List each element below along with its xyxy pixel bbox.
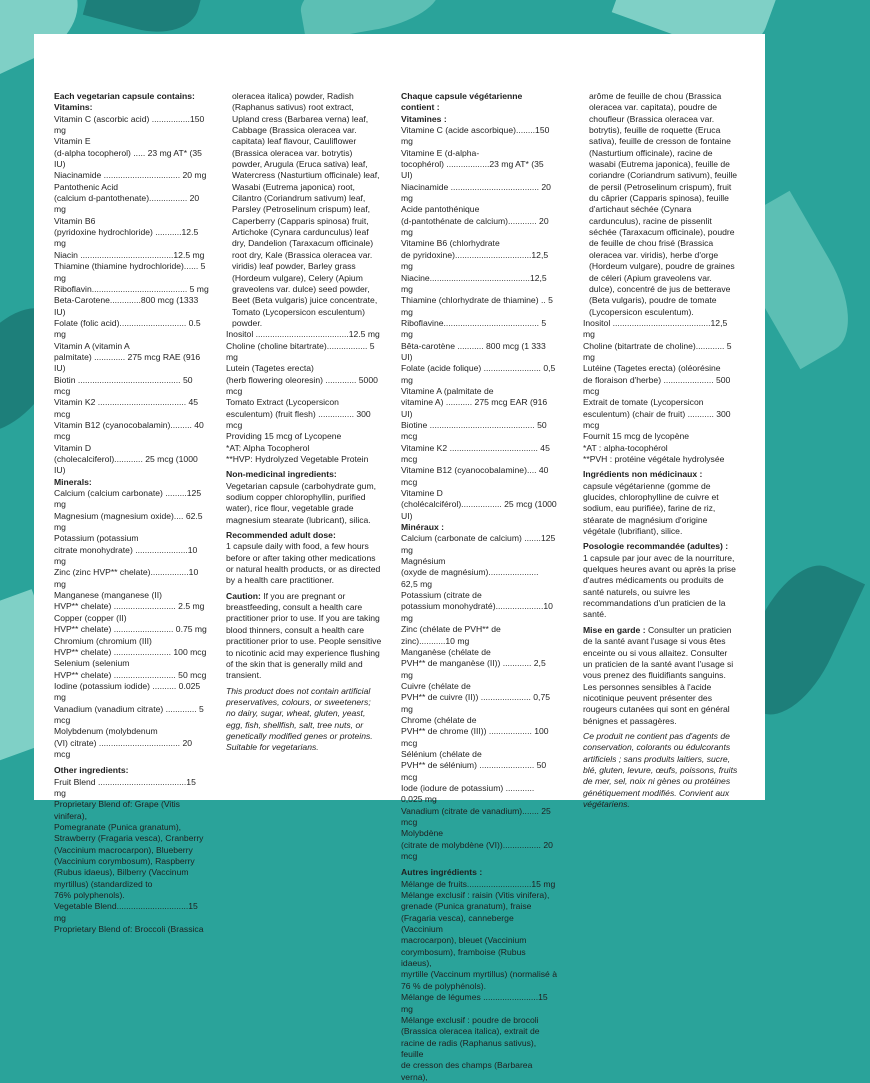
- ingredient-line: macrocarpon), bleuet (Vaccinium: [401, 935, 527, 946]
- french-column-2: [583, 91, 739, 810]
- ingredient-line: Thiamine (chlorhydrate de thiamine) .. 5 mg: [401, 295, 553, 317]
- ingredient-line: Niacin .......................................12.5 mg: [54, 249, 205, 260]
- ingredient-line: Extrait de tomate (Lycopersicon: [583, 397, 704, 408]
- ingredient-line: Chromium (chromium (III): [54, 635, 152, 646]
- french-vitamins-list: [401, 125, 557, 522]
- french-dose-title: Posologie recommandée (adultes) :: [583, 541, 729, 552]
- french-other-continued: arôme de feuille de chou (Brassica oleracea var. capitata), poudre de choufleur (Brassica oleracea var. botrytis), feuille de roquette (Eruca sativa), feuille de cresson de fontaine (Nasturtium officinale), racine de wasabi (Eutrema japonica), feuille de coriandre (Coriandrum sativum), feuille de persil (Petroselinum crispum), fruit du câprier (Capparis spinosa), feuille d'artichaut séchée (Cynara cardunculus), racine de pissenlit séchée (Taraxacum officinale), poudre de feuille de chou frisé (Brassica oleracea var. viridis), herbe d'orge (Hordeum vulgare), poudre de graines de céleri (Apium graveolens var. dulce), concentré de jus de betterave (Beta vulgaris), poudre de tomate (Lycopersicon esculentum).: [589, 91, 738, 317]
- ingredient-line: Iode (iodure de potassium) ............ 0,025 mg: [401, 782, 535, 805]
- ingredient-line: Biotine ............................................ 50 mcg: [401, 419, 547, 442]
- ingredient-line: Vitamine A (palmitate de: [401, 385, 494, 396]
- ingredient-line: (cholécalciférol)................. 25 mcg (1000 UI): [401, 499, 557, 521]
- french-other-title: Autres ingrédients :: [401, 867, 483, 878]
- ingredient-line: Magnésium: [401, 556, 446, 567]
- ingredient-line: Folate (acide folique) ........................ 0,5 mg: [401, 363, 556, 385]
- ingredient-line: Calcium (carbonate de calcium) .......125 mg: [401, 533, 556, 555]
- ingredient-line: Zinc (zinc HVP** chelate)................10 mg: [54, 567, 199, 589]
- ingredient-line: *AT : alpha-tocophérol: [583, 442, 668, 453]
- english-extra-list: [226, 329, 382, 465]
- english-minerals-list: [54, 488, 210, 760]
- ingredient-line: (citrate de molybdène (VI))................ 20 mcg: [401, 839, 553, 862]
- ingredient-line: Biotin ........................................... 50 mcg: [54, 374, 193, 396]
- ingredient-line: esculentum) (fruit flesh) ............... 300 mcg: [226, 408, 371, 430]
- ingredient-line: Selenium (selenium: [54, 658, 130, 669]
- ingredient-line: Tomato Extract (Lycopersicon: [226, 397, 339, 408]
- english-caution-text: If you are pregnant or breastfeeding, consult a health care practitioner prior to use. If you are taking blood thinners, consult a health care practitioner prior to use. People sensitive to nicotinic acid may experience flushing of the skin that is generally mild and transient.: [226, 590, 382, 681]
- ingredient-line: Manganèse (chélate de: [401, 646, 491, 657]
- french-vitamins-title: Vitamines :: [401, 113, 447, 124]
- ingredient-line: Inositol .......................................12.5 mg: [226, 329, 380, 340]
- ingredient-line: Proprietary Blend of: Grape (Vitis vinifera),: [54, 799, 180, 821]
- english-vitamins-title: Vitamins:: [54, 102, 93, 113]
- ingredient-line: 76 % de polyphénols).: [401, 980, 487, 991]
- english-other-title: Other ingredients:: [54, 765, 129, 776]
- english-allergen-text: This product does not contain artificial preservatives, colours, or sweeteners; no dairy, sugar, wheat, gluten, yeast, egg, fish, shellfish, salt, tree nuts, or genetically modified genes or proteins. Suitable for vegetarians.: [226, 685, 373, 753]
- ingredient-line: Calcium (calcium carbonate) .........125 mg: [54, 488, 202, 510]
- french-other-list: [401, 879, 557, 1083]
- ingredient-line: Molybdenum (molybdenum: [54, 726, 158, 737]
- ingredient-line: Lutein (Tagetes erecta): [226, 363, 314, 374]
- english-nonmed-text: Vegetarian capsule (carbohydrate gum, sodium copper chlorophyllin, purified water), rice flour, vegetable grade magnesium stearate (lubricant), silica.: [226, 480, 377, 525]
- ingredient-line: (cholecalciferol)............ 25 mcg (1000 IU): [54, 454, 198, 476]
- ingredient-line: racine de radis (Raphanus sativus), feuille: [401, 1037, 537, 1059]
- ingredient-line: Choline (choline bitartrate)................. 5 mg: [226, 340, 375, 362]
- ingredient-line: citrate monohydrate) ......................10 mg: [54, 544, 198, 567]
- ingredient-line: PVH** de cuivre (II)) ..................... 0,75 mg: [401, 692, 551, 714]
- french-caution: [583, 625, 739, 727]
- english-other-list: [54, 777, 210, 936]
- ingredient-line: (d-pantothénate de calcium)............ 20 mg: [401, 215, 549, 238]
- ingredient-line: Vitamine E (d-alpha-: [401, 147, 480, 158]
- ingredient-line: Beta-Carotene.............800 mcg (1333 IU): [54, 295, 199, 317]
- french-minerals-title: Minéraux :: [401, 522, 444, 533]
- ingredient-line: Mélange exclusif : raisin (Vitis vinifera),: [401, 890, 550, 901]
- ingredient-line: Mélange de fruits...........................15 mg: [401, 878, 556, 889]
- ingredient-line: Magnesium (magnesium oxide).... 62.5 mg: [54, 510, 203, 533]
- ingredient-line: (calcium d-pantothenate)................ 20 mg: [54, 193, 200, 215]
- french-nonmed-text: capsule végétarienne (gomme de glucides, chlorophylline de cuivre et sodium, eau purifiée), farine de riz, stéarate de magnésium d'origine végétale (lubrifiant), silice.: [583, 480, 719, 537]
- ingredient-line: (VI) citrate) .................................. 20 mcg: [54, 737, 193, 759]
- ingredient-line: potassium monohydraté)....................10 mg: [401, 601, 553, 623]
- ingredient-line: Vitamin B6: [54, 215, 96, 226]
- ingredient-line: Proprietary Blend of: Broccoli (Brassica: [54, 924, 204, 935]
- ingredient-line: Fournit 15 mcg de lycopène: [583, 431, 690, 442]
- french-heading: Chaque capsule végétarienne contient :: [401, 91, 523, 113]
- ingredient-line: (Vaccinium corymbosum), Raspberry: [54, 856, 195, 867]
- ingredient-line: Potassium (potassium: [54, 533, 139, 544]
- ingredient-line: (oxyde de magnésium)..................... 62,5 mg: [401, 567, 539, 589]
- ingredient-line: Folate (folic acid)............................ 0.5 mg: [54, 317, 201, 340]
- ingredient-line: Vitamin K2 ..................................... 45 mcg: [54, 397, 199, 419]
- ingredient-line: (Fragaria vesca), canneberge (Vaccinium: [401, 912, 514, 935]
- ingredient-line: de floraison d'herbe) ..................... 500 mcg: [583, 374, 731, 396]
- ingredient-line: Niacine..........................................12,5 mg: [401, 272, 547, 294]
- ingredient-line: vitamine A) ........... 275 mcg EAR (916 UI): [401, 397, 548, 419]
- ingredient-line: Manganese (manganese (II): [54, 590, 162, 601]
- ingredient-line: Vitamin B12 (cyanocobalamin)......... 40 mcg: [54, 419, 204, 442]
- ingredient-line: Vanadium (citrate de vanadium)....... 25 mcg: [401, 805, 551, 827]
- ingredient-line: Choline (bitartrate de choline)............ 5 mg: [583, 340, 732, 362]
- ingredient-line: Copper (copper (II): [54, 612, 127, 623]
- ingredient-line: Vegetable Blend..............................15 mg: [54, 901, 198, 923]
- french-extra-list: [583, 318, 739, 465]
- ingredient-line: HVP** chelate) ......................... 0.75 mg: [54, 624, 207, 635]
- ingredient-line: Zinc (chélate de PVH** de zinc)...........10 mg: [401, 624, 501, 646]
- ingredient-line: **HVP: Hydrolyzed Vegetable Protein: [226, 454, 369, 464]
- ingredient-line: Vitamin A (vitamin A: [54, 340, 130, 351]
- ingredient-line: PVH** de chrome (III)) .................. 100 mcg: [401, 726, 549, 748]
- ingredient-line: Chrome (chélate de: [401, 714, 477, 725]
- ingredient-line: Mélange de légumes .......................15 mg: [401, 992, 548, 1014]
- ingredient-line: Vitamin C (ascorbic acid) ................150 mg: [54, 113, 205, 136]
- ingredient-line: myrtille (Vaccinum myrtillus) (normalisé à: [401, 969, 557, 980]
- ingredient-line: Providing 15 mcg of Lycopene: [226, 431, 342, 442]
- ingredient-line: myrtillus) (standardized to: [54, 878, 153, 889]
- ingredient-line: Vitamine C (acide ascorbique)........150 mg: [401, 125, 550, 147]
- ingredient-line: Vitamine B12 (cyanocobalamine).... 40 mcg: [401, 465, 549, 487]
- french-column-1: [401, 91, 557, 1083]
- ingredient-line: de pyridoxine)................................12,5 mg: [401, 249, 549, 272]
- ingredient-line: Vitamin E: [54, 136, 91, 147]
- english-dose-title: Recommended adult dose:: [226, 530, 336, 541]
- ingredient-line: HVP** chelate) .......................... 50 mcg: [54, 669, 207, 680]
- ingredient-line: 76% polyphenols).: [54, 890, 125, 901]
- ingredient-line: (pyridoxine hydrochloride) ...........12.5 mg: [54, 227, 199, 249]
- ingredient-line: Pantothenic Acid: [54, 181, 119, 192]
- ingredient-line: Potassium (citrate de: [401, 590, 482, 601]
- english-minerals-title: Minerals:: [54, 476, 92, 487]
- ingredient-line: **PVH : protéine végétale hydrolysée: [583, 454, 725, 464]
- ingredient-line: Pomegranate (Punica granatum),: [54, 822, 182, 832]
- ingredient-line: (herb flowering oleoresin) ............. 5000 mcg: [226, 374, 378, 396]
- ingredient-line: (d-alpha tocopherol) ..... 23 mg AT* (35 IU): [54, 147, 202, 170]
- english-vitamins-list: [54, 114, 210, 477]
- english-heading: Each vegetarian capsule contains:: [54, 91, 195, 101]
- ingredient-line: HVP** chelate) ........................ 100 mcg: [54, 646, 207, 657]
- french-allergen-text: Ce produit ne contient pas d'agents de conservation, colorants ou édulcorants artificiels ; sans produits laitiers, sucre, blé, gluten, levure, œufs, poissons, fruits de mer, sel, noix ni gènes ou protéines génétiquement modifiés. Convient aux végétariens.: [583, 730, 738, 809]
- english-caution: [226, 591, 382, 682]
- ingredient-line: Riboflavine........................................ 5 mg: [401, 317, 547, 340]
- ingredient-line: *AT: Alpha Tocopherol: [226, 442, 310, 453]
- ingredient-line: Mélange exclusif : poudre de brocoli: [401, 1014, 539, 1025]
- ingredient-line: Strawberry (Fragaria vesca), Cranberry: [54, 833, 204, 844]
- ingredient-line: Sélénium (chélate de: [401, 748, 482, 759]
- english-nonmed-title: Non-medicinal ingredients:: [226, 469, 337, 480]
- label-panel: [34, 34, 765, 1082]
- ingredient-line: de cresson des champs (Barbarea verna),: [401, 1060, 533, 1082]
- ingredient-line: PVH** de manganèse (II)) ............ 2,5 mg: [401, 658, 546, 680]
- french-caution-text: Consulter un praticien de la santé avant l'usage si vous êtes enceinte ou si vous allaitez. Consulter un praticien de la santé avant l'usage si vous prenez des fluidifiants sanguins. Les personnes sensibles à l'acide nicotinique peuvent présenter des rougeurs cutanées qui sont en général bénignes et passagères.: [583, 624, 734, 726]
- ingredient-line: PVH** de sélénium) ....................... 50 mcg: [401, 760, 547, 782]
- ingredient-line: (Rubus idaeus), Bilberry (Vaccinum: [54, 867, 189, 878]
- ingredient-line: Niacinamide ..................................... 20 mg: [401, 181, 551, 204]
- ingredient-line: Riboflavin........................................ 5 mg: [54, 283, 209, 294]
- ingredient-line: Vitamin D: [54, 442, 92, 453]
- ingredient-line: Molybdène: [401, 828, 444, 839]
- ingredient-line: Cuivre (chélate de: [401, 680, 471, 691]
- ingredient-line: (Vaccinium macrocarpon), Blueberry: [54, 844, 193, 855]
- english-column-1: [54, 91, 210, 935]
- ingredient-line: esculentum) (chair de fruit) ........... 300 mcg: [583, 408, 731, 430]
- french-nonmed-title: Ingrédients non médicinaux :: [583, 469, 703, 480]
- ingredient-line: HVP** chelate) .......................... 2.5 mg: [54, 601, 205, 612]
- english-dose-text: 1 capsule daily with food, a few hours before or after taking other medications or natural health products, or as directed by a health care practitioner.: [226, 541, 381, 586]
- ingredient-line: Inositol .........................................12,5 mg: [583, 317, 728, 340]
- english-column-2: [226, 91, 382, 754]
- ingredient-line: tocophérol) ..................23 mg AT* (35 UI): [401, 159, 544, 181]
- ingredient-line: corymbosum), framboise (Rubus idaeus),: [401, 946, 526, 969]
- ingredient-line: Bêta-carotène ........... 800 mcg (1 333 UI): [401, 340, 546, 362]
- ingredient-line: Fruit Blend .....................................15 mg: [54, 776, 196, 798]
- french-dose-text: 1 capsule par jour avec de la nourriture, quelques heures avant ou après la prise d'autres médicaments ou produits de santé naturels, ou suivre les recommandations d'un praticien de la santé.: [583, 552, 736, 620]
- french-minerals-list: [401, 533, 557, 862]
- ingredient-line: Vanadium (vanadium citrate) ............. 5 mcg: [54, 703, 204, 725]
- ingredient-line: palmitate) ............. 275 mcg RAE (916 IU): [54, 351, 201, 374]
- ingredient-line: Vitamine B6 (chlorhydrate: [401, 238, 500, 249]
- ingredient-line: Niacinamide ................................ 20 mg: [54, 170, 207, 181]
- french-caution-title: Mise en garde :: [583, 624, 646, 635]
- ingredient-line: Lutéine (Tagetes erecta) (oléorésine: [583, 363, 721, 374]
- english-caution-title: Caution:: [226, 590, 261, 601]
- ingredient-line: grenade (Punica granatum), fraise: [401, 901, 532, 912]
- ingredient-line: Vitamine K2 ..................................... 45 mcg: [401, 442, 550, 464]
- ingredient-line: Acide pantothénique: [401, 204, 480, 215]
- english-other-continued: oleracea italica) powder, Radish (Raphanus sativus) root extract, Upland cress (Barbarea verna) leaf, Cabbage (Brassica oleracea var. capitata) leaf flavour, Cauliflower (Brassica oleracea var. botrytis) powder, Arugula (Eruca sativa) leaf, Watercress (Nasturtium officinale) leaf, Wasabi (Eutrema japonica) root, Cilantro (Coriandrum sativum) leaf, Parsley (Petroselinum crispum) leaf, Caperberry (Capparis spinosa) fruit, Artichoke (Cynara cardunculus) leaf dry, Dandelion (Taraxacum officinale) root dry, Kale (Brassica oleracea var. viridis) leaf powder, Barley grass (Hordeum vulgare), Celery (Apium graveolens var. dulce) seed powder, Beet (Beta vulgaris) juice concentrate, Tomato (Lycopersicon esculentum) powder.: [232, 91, 380, 328]
- ingredient-line: Vitamine D: [401, 488, 443, 499]
- ingredient-line: Thiamine (thiamine hydrochloride)...... 5 mg: [54, 261, 206, 283]
- ingredient-line: (Brassica oleracea italica), extrait de: [401, 1026, 540, 1037]
- ingredient-line: Iodine (potassium iodide) .......... 0.025 mg: [54, 680, 201, 703]
